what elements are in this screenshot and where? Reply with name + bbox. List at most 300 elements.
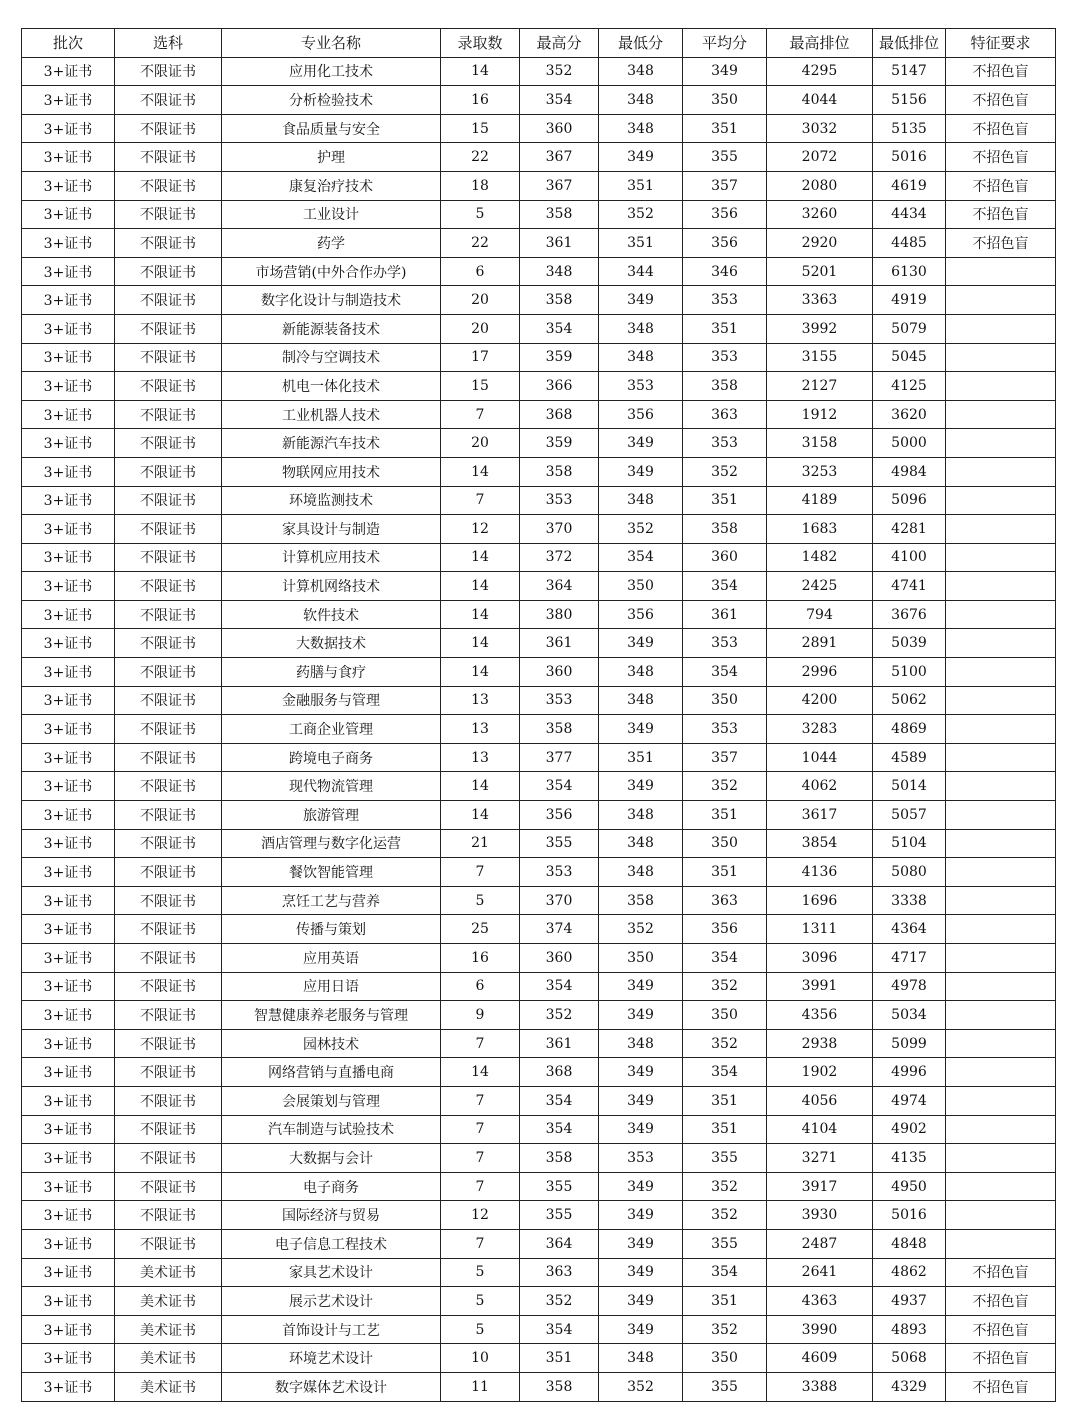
cell-requirement: [946, 629, 1056, 658]
cell-batch: 3+证书: [22, 1115, 115, 1144]
table-row: [22, 143, 1056, 172]
table-body: [22, 57, 1056, 1401]
cell-major-name: 大数据与会计: [222, 1144, 441, 1173]
cell-major-name: 新能源汽车技术: [222, 429, 441, 458]
cell-max-rank: 3271: [767, 1144, 873, 1173]
cell-avg-score: 352: [683, 1172, 767, 1201]
cell-avg-score: 349: [683, 57, 767, 86]
cell-max-rank: 3854: [767, 829, 873, 858]
table-row: [22, 829, 1056, 858]
cell-batch: 3+证书: [22, 343, 115, 372]
cell-major-name: 机电一体化技术: [222, 372, 441, 401]
cell-batch: 3+证书: [22, 200, 115, 229]
cell-subject: 不限证书: [115, 629, 222, 658]
cell-avg-score: 360: [683, 543, 767, 572]
cell-batch: 3+证书: [22, 114, 115, 143]
table-row: [22, 400, 1056, 429]
cell-subject: 美术证书: [115, 1287, 222, 1316]
cell-min-score: 344: [599, 257, 683, 286]
cell-admitted-count: 14: [441, 572, 520, 601]
cell-avg-score: 361: [683, 600, 767, 629]
cell-max-rank: 2127: [767, 372, 873, 401]
cell-batch: 3+证书: [22, 600, 115, 629]
cell-min-rank: 4978: [873, 972, 946, 1001]
cell-min-score: 348: [599, 1344, 683, 1373]
table-row: [22, 229, 1056, 258]
cell-avg-score: 353: [683, 715, 767, 744]
cell-admitted-count: 18: [441, 171, 520, 200]
cell-min-rank: 4902: [873, 1115, 946, 1144]
table-row: [22, 57, 1056, 86]
cell-admitted-count: 15: [441, 372, 520, 401]
cell-requirement: [946, 286, 1056, 315]
cell-requirement: [946, 543, 1056, 572]
cell-admitted-count: 22: [441, 229, 520, 258]
cell-requirement: [946, 1115, 1056, 1144]
cell-admitted-count: 17: [441, 343, 520, 372]
cell-max-rank: 2938: [767, 1029, 873, 1058]
cell-avg-score: 351: [683, 858, 767, 887]
cell-min-rank: 5156: [873, 86, 946, 115]
cell-admitted-count: 16: [441, 944, 520, 973]
cell-max-rank: 3253: [767, 457, 873, 486]
cell-major-name: 数字化设计与制造技术: [222, 286, 441, 315]
cell-min-rank: 5104: [873, 829, 946, 858]
cell-admitted-count: 25: [441, 915, 520, 944]
cell-batch: 3+证书: [22, 572, 115, 601]
cell-admitted-count: 13: [441, 686, 520, 715]
cell-major-name: 旅游管理: [222, 801, 441, 830]
cell-batch: 3+证书: [22, 686, 115, 715]
cell-requirement: [946, 457, 1056, 486]
cell-subject: 不限证书: [115, 743, 222, 772]
cell-subject: 不限证书: [115, 600, 222, 629]
cell-requirement: [946, 801, 1056, 830]
cell-min-rank: 4893: [873, 1315, 946, 1344]
cell-major-name: 餐饮智能管理: [222, 858, 441, 887]
cell-requirement: 不招色盲: [946, 1344, 1056, 1373]
cell-batch: 3+证书: [22, 915, 115, 944]
table-row: [22, 1315, 1056, 1344]
cell-requirement: [946, 343, 1056, 372]
cell-subject: 不限证书: [115, 1172, 222, 1201]
cell-admitted-count: 5: [441, 1258, 520, 1287]
table-row: [22, 1029, 1056, 1058]
cell-subject: 不限证书: [115, 400, 222, 429]
cell-min-score: 349: [599, 286, 683, 315]
table-row: [22, 1287, 1056, 1316]
cell-subject: 不限证书: [115, 1201, 222, 1230]
cell-batch: 3+证书: [22, 57, 115, 86]
cell-major-name: 国际经济与贸易: [222, 1201, 441, 1230]
cell-avg-score: 350: [683, 829, 767, 858]
table-row: [22, 372, 1056, 401]
cell-admitted-count: 14: [441, 801, 520, 830]
cell-subject: 美术证书: [115, 1344, 222, 1373]
table-row: [22, 600, 1056, 629]
header-row: [22, 29, 1056, 58]
cell-batch: 3+证书: [22, 1144, 115, 1173]
cell-max-score: 361: [520, 229, 599, 258]
cell-subject: 不限证书: [115, 1029, 222, 1058]
cell-max-score: 355: [520, 829, 599, 858]
cell-min-score: 348: [599, 686, 683, 715]
cell-avg-score: 350: [683, 686, 767, 715]
cell-batch: 3+证书: [22, 944, 115, 973]
cell-min-score: 348: [599, 343, 683, 372]
cell-major-name: 工业设计: [222, 200, 441, 229]
cell-admitted-count: 7: [441, 1144, 520, 1173]
cell-major-name: 现代物流管理: [222, 772, 441, 801]
cell-max-score: 363: [520, 1258, 599, 1287]
cell-min-rank: 4848: [873, 1229, 946, 1258]
cell-admitted-count: 10: [441, 1344, 520, 1373]
table-row: [22, 457, 1056, 486]
cell-min-rank: 4984: [873, 457, 946, 486]
cell-avg-score: 353: [683, 343, 767, 372]
cell-max-score: 370: [520, 886, 599, 915]
cell-avg-score: 354: [683, 658, 767, 687]
cell-subject: 不限证书: [115, 372, 222, 401]
cell-requirement: 不招色盲: [946, 1315, 1056, 1344]
table-row: [22, 915, 1056, 944]
cell-requirement: 不招色盲: [946, 229, 1056, 258]
cell-max-rank: 1912: [767, 400, 873, 429]
cell-admitted-count: 22: [441, 143, 520, 172]
cell-requirement: [946, 572, 1056, 601]
cell-avg-score: 352: [683, 457, 767, 486]
cell-subject: 不限证书: [115, 658, 222, 687]
cell-max-score: 358: [520, 457, 599, 486]
table-header: [22, 29, 1056, 58]
cell-avg-score: 352: [683, 1315, 767, 1344]
cell-max-rank: 2920: [767, 229, 873, 258]
cell-avg-score: 350: [683, 1344, 767, 1373]
cell-admitted-count: 14: [441, 57, 520, 86]
cell-min-score: 356: [599, 400, 683, 429]
cell-max-rank: 2641: [767, 1258, 873, 1287]
cell-admitted-count: 21: [441, 829, 520, 858]
cell-min-rank: 4937: [873, 1287, 946, 1316]
cell-admitted-count: 11: [441, 1372, 520, 1401]
cell-min-score: 349: [599, 715, 683, 744]
cell-subject: 不限证书: [115, 972, 222, 1001]
cell-admitted-count: 7: [441, 1115, 520, 1144]
cell-admitted-count: 7: [441, 1229, 520, 1258]
cell-avg-score: 354: [683, 572, 767, 601]
cell-requirement: [946, 372, 1056, 401]
cell-max-score: 358: [520, 1144, 599, 1173]
cell-min-rank: 4862: [873, 1258, 946, 1287]
cell-max-rank: 3260: [767, 200, 873, 229]
cell-min-rank: 4364: [873, 915, 946, 944]
cell-max-rank: 3155: [767, 343, 873, 372]
cell-admitted-count: 16: [441, 86, 520, 115]
cell-min-rank: 4717: [873, 944, 946, 973]
cell-max-rank: 5201: [767, 257, 873, 286]
cell-max-score: 364: [520, 572, 599, 601]
cell-min-rank: 5034: [873, 1001, 946, 1030]
cell-avg-score: 351: [683, 114, 767, 143]
cell-min-score: 349: [599, 457, 683, 486]
table-row: [22, 801, 1056, 830]
cell-avg-score: 346: [683, 257, 767, 286]
header-batch: 批次: [22, 29, 115, 58]
cell-max-score: 360: [520, 658, 599, 687]
cell-min-score: 349: [599, 143, 683, 172]
cell-admitted-count: 7: [441, 1172, 520, 1201]
cell-max-score: 354: [520, 1115, 599, 1144]
cell-min-rank: 5099: [873, 1029, 946, 1058]
cell-min-score: 348: [599, 801, 683, 830]
cell-max-rank: 2080: [767, 171, 873, 200]
cell-admitted-count: 7: [441, 486, 520, 515]
cell-min-rank: 3676: [873, 600, 946, 629]
cell-admitted-count: 14: [441, 1058, 520, 1087]
cell-min-rank: 5080: [873, 858, 946, 887]
cell-min-score: 349: [599, 1001, 683, 1030]
cell-requirement: 不招色盲: [946, 1372, 1056, 1401]
cell-admitted-count: 5: [441, 1287, 520, 1316]
cell-batch: 3+证书: [22, 1372, 115, 1401]
cell-major-name: 食品质量与安全: [222, 114, 441, 143]
cell-max-rank: 3991: [767, 972, 873, 1001]
cell-max-rank: 4363: [767, 1287, 873, 1316]
cell-min-score: 349: [599, 629, 683, 658]
cell-max-score: 360: [520, 114, 599, 143]
cell-major-name: 数字媒体艺术设计: [222, 1372, 441, 1401]
cell-subject: 不限证书: [115, 572, 222, 601]
cell-major-name: 会展策划与管理: [222, 1086, 441, 1115]
cell-batch: 3+证书: [22, 715, 115, 744]
cell-subject: 不限证书: [115, 886, 222, 915]
cell-batch: 3+证书: [22, 372, 115, 401]
cell-min-score: 349: [599, 429, 683, 458]
cell-min-score: 356: [599, 600, 683, 629]
cell-batch: 3+证书: [22, 1201, 115, 1230]
cell-max-score: 356: [520, 801, 599, 830]
cell-requirement: [946, 1172, 1056, 1201]
table-row: [22, 114, 1056, 143]
cell-requirement: [946, 886, 1056, 915]
cell-requirement: 不招色盲: [946, 1287, 1056, 1316]
cell-max-score: 367: [520, 171, 599, 200]
cell-batch: 3+证书: [22, 1086, 115, 1115]
cell-admitted-count: 14: [441, 457, 520, 486]
cell-batch: 3+证书: [22, 1229, 115, 1258]
cell-max-score: 359: [520, 429, 599, 458]
cell-max-rank: 1902: [767, 1058, 873, 1087]
cell-major-name: 电子商务: [222, 1172, 441, 1201]
cell-subject: 不限证书: [115, 429, 222, 458]
cell-subject: 不限证书: [115, 257, 222, 286]
table-row: [22, 1086, 1056, 1115]
cell-max-score: 358: [520, 200, 599, 229]
table-row: [22, 86, 1056, 115]
table-row: [22, 486, 1056, 515]
cell-batch: 3+证书: [22, 171, 115, 200]
cell-subject: 不限证书: [115, 829, 222, 858]
table-row: [22, 743, 1056, 772]
cell-max-rank: 3096: [767, 944, 873, 973]
cell-subject: 不限证书: [115, 143, 222, 172]
cell-major-name: 传播与策划: [222, 915, 441, 944]
cell-max-rank: 4295: [767, 57, 873, 86]
cell-batch: 3+证书: [22, 972, 115, 1001]
cell-admitted-count: 13: [441, 743, 520, 772]
header-subject: 选科: [115, 29, 222, 58]
header-min-score: 最低分: [599, 29, 683, 58]
cell-admitted-count: 7: [441, 858, 520, 887]
cell-max-score: 368: [520, 400, 599, 429]
cell-admitted-count: 5: [441, 886, 520, 915]
cell-requirement: [946, 944, 1056, 973]
cell-subject: 不限证书: [115, 486, 222, 515]
header-avg-score: 平均分: [683, 29, 767, 58]
cell-requirement: [946, 400, 1056, 429]
cell-requirement: [946, 257, 1056, 286]
cell-min-rank: 5039: [873, 629, 946, 658]
cell-max-rank: 1044: [767, 743, 873, 772]
cell-batch: 3+证书: [22, 1058, 115, 1087]
cell-admitted-count: 14: [441, 600, 520, 629]
cell-max-rank: 3363: [767, 286, 873, 315]
cell-major-name: 网络营销与直播电商: [222, 1058, 441, 1087]
table-row: [22, 1144, 1056, 1173]
admission-table: [21, 28, 1056, 1402]
cell-subject: 不限证书: [115, 314, 222, 343]
cell-requirement: [946, 515, 1056, 544]
cell-subject: 美术证书: [115, 1315, 222, 1344]
cell-subject: 不限证书: [115, 114, 222, 143]
cell-major-name: 药学: [222, 229, 441, 258]
cell-max-rank: 4189: [767, 486, 873, 515]
cell-min-score: 354: [599, 543, 683, 572]
cell-min-score: 349: [599, 1201, 683, 1230]
cell-avg-score: 352: [683, 1201, 767, 1230]
cell-batch: 3+证书: [22, 457, 115, 486]
cell-max-score: 354: [520, 772, 599, 801]
cell-min-rank: 4619: [873, 171, 946, 200]
cell-major-name: 分析检验技术: [222, 86, 441, 115]
cell-batch: 3+证书: [22, 1344, 115, 1373]
cell-max-rank: 4104: [767, 1115, 873, 1144]
cell-major-name: 制冷与空调技术: [222, 343, 441, 372]
cell-batch: 3+证书: [22, 286, 115, 315]
cell-subject: 不限证书: [115, 57, 222, 86]
cell-min-rank: 5000: [873, 429, 946, 458]
table-row: [22, 1229, 1056, 1258]
cell-min-score: 349: [599, 1172, 683, 1201]
cell-min-rank: 4125: [873, 372, 946, 401]
cell-batch: 3+证书: [22, 658, 115, 687]
table-row: [22, 515, 1056, 544]
cell-max-rank: 4356: [767, 1001, 873, 1030]
cell-min-rank: 4135: [873, 1144, 946, 1173]
table-row: [22, 286, 1056, 315]
cell-min-rank: 4434: [873, 200, 946, 229]
cell-avg-score: 351: [683, 1086, 767, 1115]
cell-major-name: 新能源装备技术: [222, 314, 441, 343]
cell-avg-score: 354: [683, 1058, 767, 1087]
cell-batch: 3+证书: [22, 1001, 115, 1030]
cell-max-score: 370: [520, 515, 599, 544]
cell-max-rank: 1482: [767, 543, 873, 572]
cell-major-name: 物联网应用技术: [222, 457, 441, 486]
table-row: [22, 686, 1056, 715]
cell-avg-score: 354: [683, 944, 767, 973]
cell-min-rank: 4741: [873, 572, 946, 601]
cell-avg-score: 351: [683, 486, 767, 515]
cell-admitted-count: 14: [441, 658, 520, 687]
cell-max-score: 361: [520, 1029, 599, 1058]
cell-subject: 不限证书: [115, 286, 222, 315]
cell-max-rank: 4062: [767, 772, 873, 801]
cell-max-rank: 4200: [767, 686, 873, 715]
cell-min-rank: 5057: [873, 801, 946, 830]
cell-min-rank: 6130: [873, 257, 946, 286]
cell-min-rank: 3338: [873, 886, 946, 915]
cell-subject: 不限证书: [115, 86, 222, 115]
cell-min-rank: 5062: [873, 686, 946, 715]
cell-max-rank: 4609: [767, 1344, 873, 1373]
cell-requirement: [946, 1001, 1056, 1030]
cell-max-score: 355: [520, 1172, 599, 1201]
cell-admitted-count: 20: [441, 429, 520, 458]
cell-min-rank: 5068: [873, 1344, 946, 1373]
cell-major-name: 环境监测技术: [222, 486, 441, 515]
table-row: [22, 858, 1056, 887]
cell-requirement: [946, 1201, 1056, 1230]
cell-max-score: 353: [520, 858, 599, 887]
cell-admitted-count: 6: [441, 972, 520, 1001]
cell-min-score: 349: [599, 1229, 683, 1258]
cell-avg-score: 357: [683, 171, 767, 200]
cell-min-score: 351: [599, 171, 683, 200]
cell-avg-score: 363: [683, 400, 767, 429]
cell-min-score: 353: [599, 372, 683, 401]
cell-avg-score: 351: [683, 801, 767, 830]
cell-min-rank: 5014: [873, 772, 946, 801]
cell-major-name: 智慧健康养老服务与管理: [222, 1001, 441, 1030]
cell-subject: 不限证书: [115, 171, 222, 200]
cell-min-score: 348: [599, 114, 683, 143]
cell-subject: 不限证书: [115, 1086, 222, 1115]
cell-batch: 3+证书: [22, 400, 115, 429]
cell-batch: 3+证书: [22, 829, 115, 858]
cell-avg-score: 353: [683, 286, 767, 315]
cell-requirement: [946, 915, 1056, 944]
cell-max-rank: 2891: [767, 629, 873, 658]
cell-min-rank: 4974: [873, 1086, 946, 1115]
cell-batch: 3+证书: [22, 229, 115, 258]
table-row: [22, 715, 1056, 744]
cell-subject: 不限证书: [115, 772, 222, 801]
cell-min-rank: 4281: [873, 515, 946, 544]
cell-min-score: 348: [599, 486, 683, 515]
cell-avg-score: 355: [683, 1372, 767, 1401]
cell-min-score: 349: [599, 1086, 683, 1115]
table-row: [22, 972, 1056, 1001]
cell-avg-score: 351: [683, 1115, 767, 1144]
cell-subject: 不限证书: [115, 229, 222, 258]
cell-major-name: 康复治疗技术: [222, 171, 441, 200]
cell-min-score: 348: [599, 829, 683, 858]
cell-max-rank: 3930: [767, 1201, 873, 1230]
cell-max-score: 352: [520, 57, 599, 86]
cell-min-score: 350: [599, 944, 683, 973]
cell-min-score: 352: [599, 200, 683, 229]
